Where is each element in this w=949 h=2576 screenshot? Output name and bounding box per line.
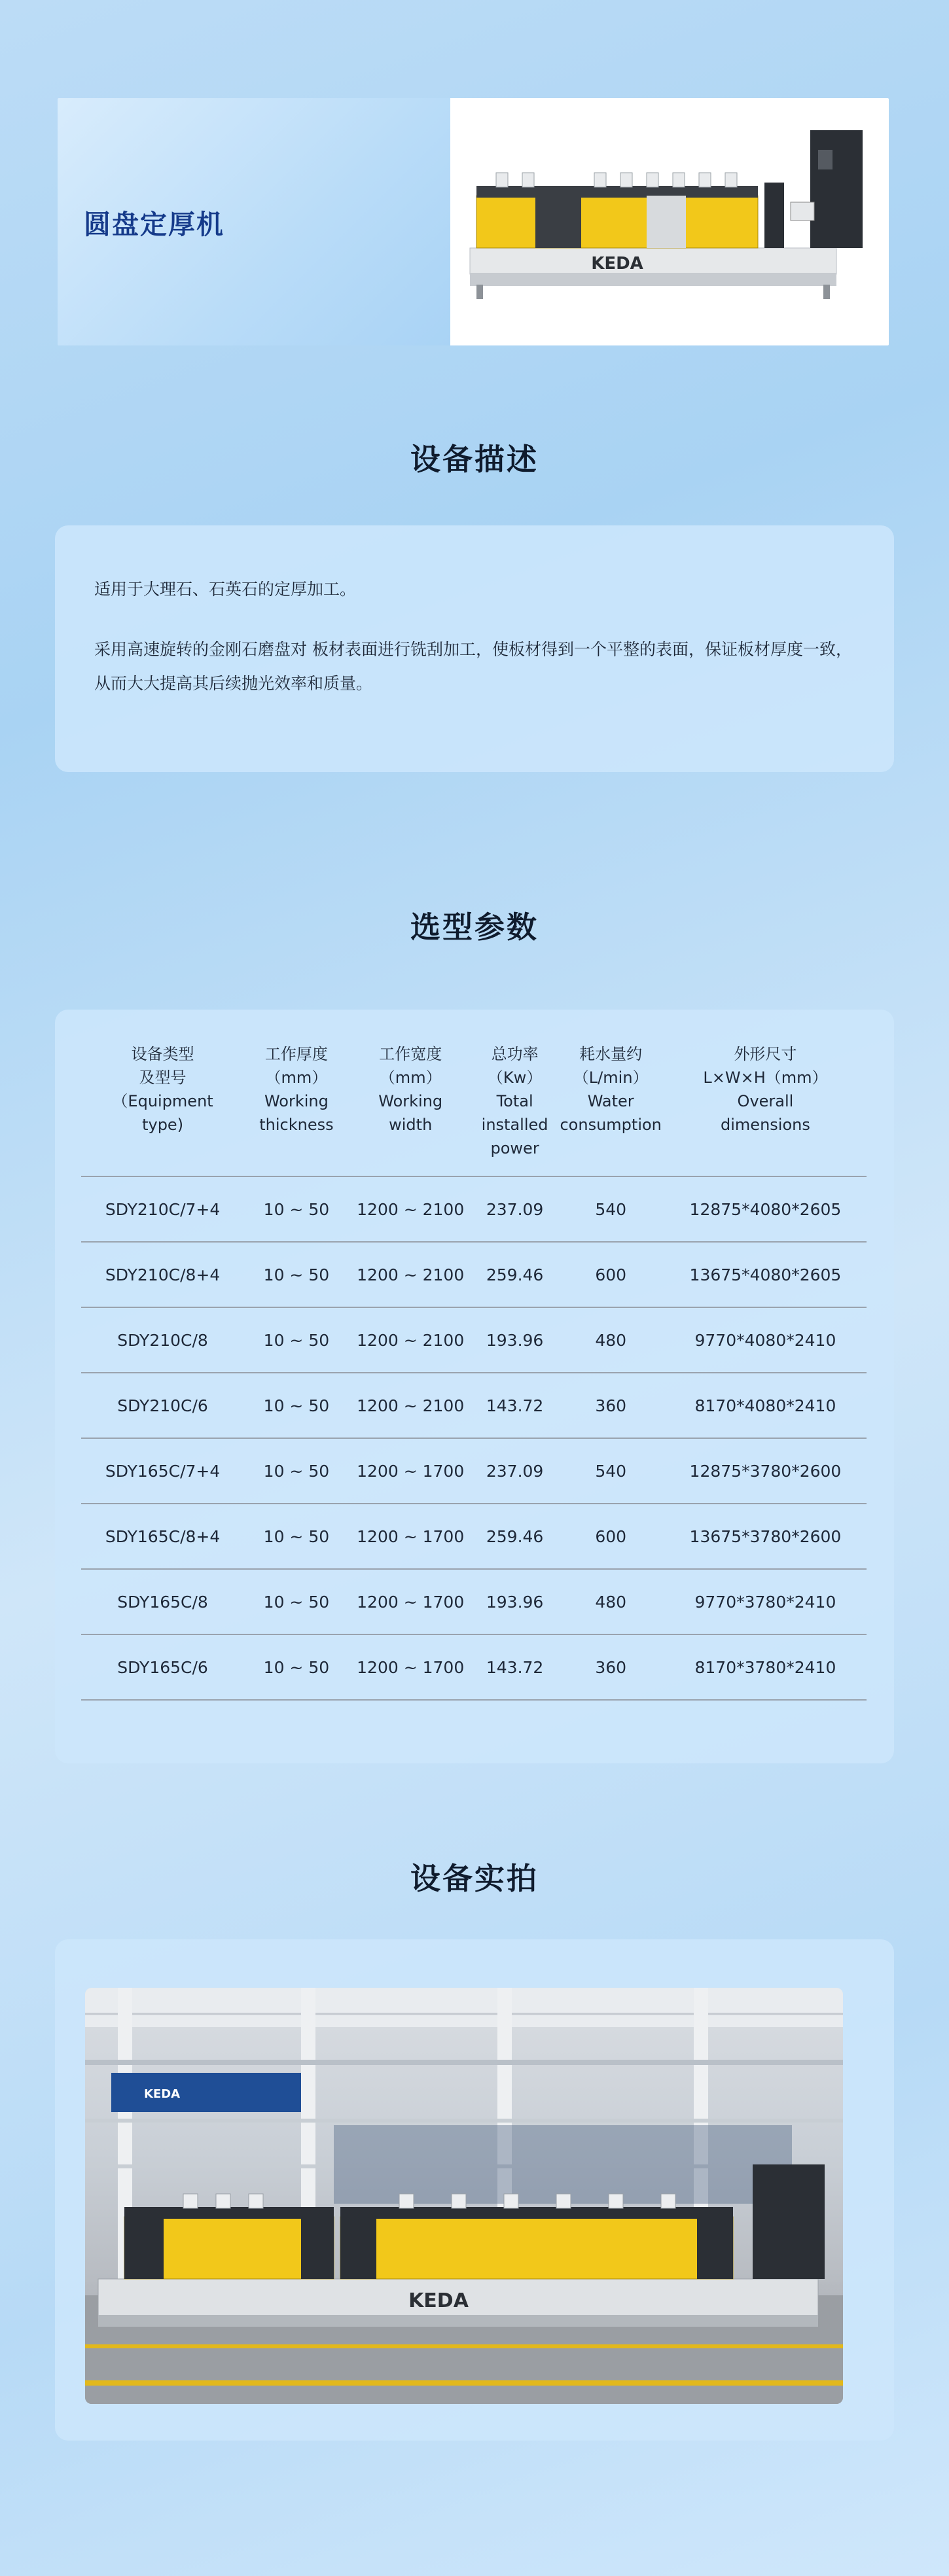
cell-water: 600: [557, 1242, 664, 1307]
cell-thickness: 10 ~ 50: [244, 1634, 349, 1700]
cell-thickness: 10 ~ 50: [244, 1242, 349, 1307]
table-header-row: [81, 1042, 867, 1176]
table-row: [81, 1569, 867, 1634]
params-card: [55, 1010, 894, 1763]
table-row: [81, 1634, 867, 1700]
cell-power: 143.72: [473, 1373, 558, 1438]
cell-thickness: 10 ~ 50: [244, 1307, 349, 1373]
section-title-description: 设备描述: [410, 442, 539, 477]
header-overall-dimensions: 外形尺寸 L×W×H（mm） Overall dimensions: [664, 1042, 867, 1176]
cell-width: 1200 ~ 1700: [349, 1569, 473, 1634]
header-working-thickness: 工作厚度 （mm） Working thickness: [244, 1042, 349, 1176]
description-paragraph-1: 适用于大理石、石英石的定厚加工。: [94, 580, 357, 599]
photo-machine-logo: KEDA: [408, 2289, 469, 2312]
table-row: [81, 1307, 867, 1373]
cell-dimensions: 9770*3780*2410: [664, 1569, 867, 1634]
cell-water: 360: [557, 1634, 664, 1700]
header-working-width: 工作宽度 （mm） Working width: [349, 1042, 473, 1176]
table-row: [81, 1176, 867, 1242]
cell-model: SDY210C/8+4: [81, 1242, 244, 1307]
cell-power: 259.46: [473, 1504, 558, 1569]
cell-power: 193.96: [473, 1569, 558, 1634]
cell-model: SDY165C/6: [81, 1634, 244, 1700]
table-row: [81, 1242, 867, 1307]
cell-width: 1200 ~ 1700: [349, 1504, 473, 1569]
cell-dimensions: 9770*4080*2410: [664, 1307, 867, 1373]
cell-dimensions: 12875*4080*2605: [664, 1176, 867, 1242]
description-paragraph-2: 采用高速旋转的金刚石磨盘对 板材表面进行铣刮加工，使板材得到一个平整的表面，保证板材厚度一致，从而大大提高其后续抛光效率和质量。: [94, 640, 852, 693]
cell-thickness: 10 ~ 50: [244, 1176, 349, 1242]
cell-dimensions: 12875*3780*2600: [664, 1438, 867, 1504]
cell-model: SDY165C/7+4: [81, 1438, 244, 1504]
cell-dimensions: 8170*3780*2410: [664, 1634, 867, 1700]
cell-water: 360: [557, 1373, 664, 1438]
table-row: [81, 1373, 867, 1438]
header-total-power: 总功率 （Kw） Total installed power: [473, 1042, 558, 1176]
cell-width: 1200 ~ 1700: [349, 1634, 473, 1700]
section-title-photo: 设备实拍: [410, 1861, 539, 1896]
cell-power: 193.96: [473, 1307, 558, 1373]
cell-width: 1200 ~ 2100: [349, 1242, 473, 1307]
hero-banner: [58, 98, 889, 345]
cell-dimensions: 13675*3780*2600: [664, 1504, 867, 1569]
photo-card: [55, 1939, 894, 2441]
header-equipment-type: 设备类型 及型号 （Equipment type): [81, 1042, 244, 1176]
cell-model: SDY210C/6: [81, 1373, 244, 1438]
cell-water: 600: [557, 1504, 664, 1569]
cell-water: 480: [557, 1569, 664, 1634]
factory-scene: [85, 1988, 843, 2404]
cell-model: SDY210C/7+4: [81, 1176, 244, 1242]
cell-power: 237.09: [473, 1176, 558, 1242]
cell-water: 540: [557, 1176, 664, 1242]
machine-illustration: [457, 124, 882, 320]
cell-model: SDY165C/8+4: [81, 1504, 244, 1569]
cell-thickness: 10 ~ 50: [244, 1569, 349, 1634]
cell-power: 143.72: [473, 1634, 558, 1700]
cell-model: SDY210C/8: [81, 1307, 244, 1373]
factory-sign-logo: KEDA: [144, 2087, 181, 2101]
cell-thickness: 10 ~ 50: [244, 1373, 349, 1438]
cell-width: 1200 ~ 2100: [349, 1176, 473, 1242]
cell-width: 1200 ~ 2100: [349, 1373, 473, 1438]
page-title: 圆盘定厚机: [84, 208, 224, 240]
section-title-params: 选型参数: [410, 909, 539, 945]
factory-photo: [85, 1988, 843, 2404]
cell-dimensions: 13675*4080*2605: [664, 1242, 867, 1307]
table-row: [81, 1504, 867, 1569]
cell-width: 1200 ~ 2100: [349, 1307, 473, 1373]
cell-width: 1200 ~ 1700: [349, 1438, 473, 1504]
description-card: [55, 525, 894, 772]
cell-dimensions: 8170*4080*2410: [664, 1373, 867, 1438]
params-table: [81, 1042, 867, 1701]
cell-model: SDY165C/8: [81, 1569, 244, 1634]
cell-water: 540: [557, 1438, 664, 1504]
hero-machine-logo: KEDA: [591, 254, 643, 273]
header-water-consumption: 耗水量约 （L/min） Water consumption: [557, 1042, 664, 1176]
hero-product-image: [450, 98, 889, 345]
cell-water: 480: [557, 1307, 664, 1373]
cell-thickness: 10 ~ 50: [244, 1504, 349, 1569]
hero-title-panel: [58, 98, 450, 345]
table-row: [81, 1438, 867, 1504]
cell-power: 237.09: [473, 1438, 558, 1504]
cell-power: 259.46: [473, 1242, 558, 1307]
cell-thickness: 10 ~ 50: [244, 1438, 349, 1504]
